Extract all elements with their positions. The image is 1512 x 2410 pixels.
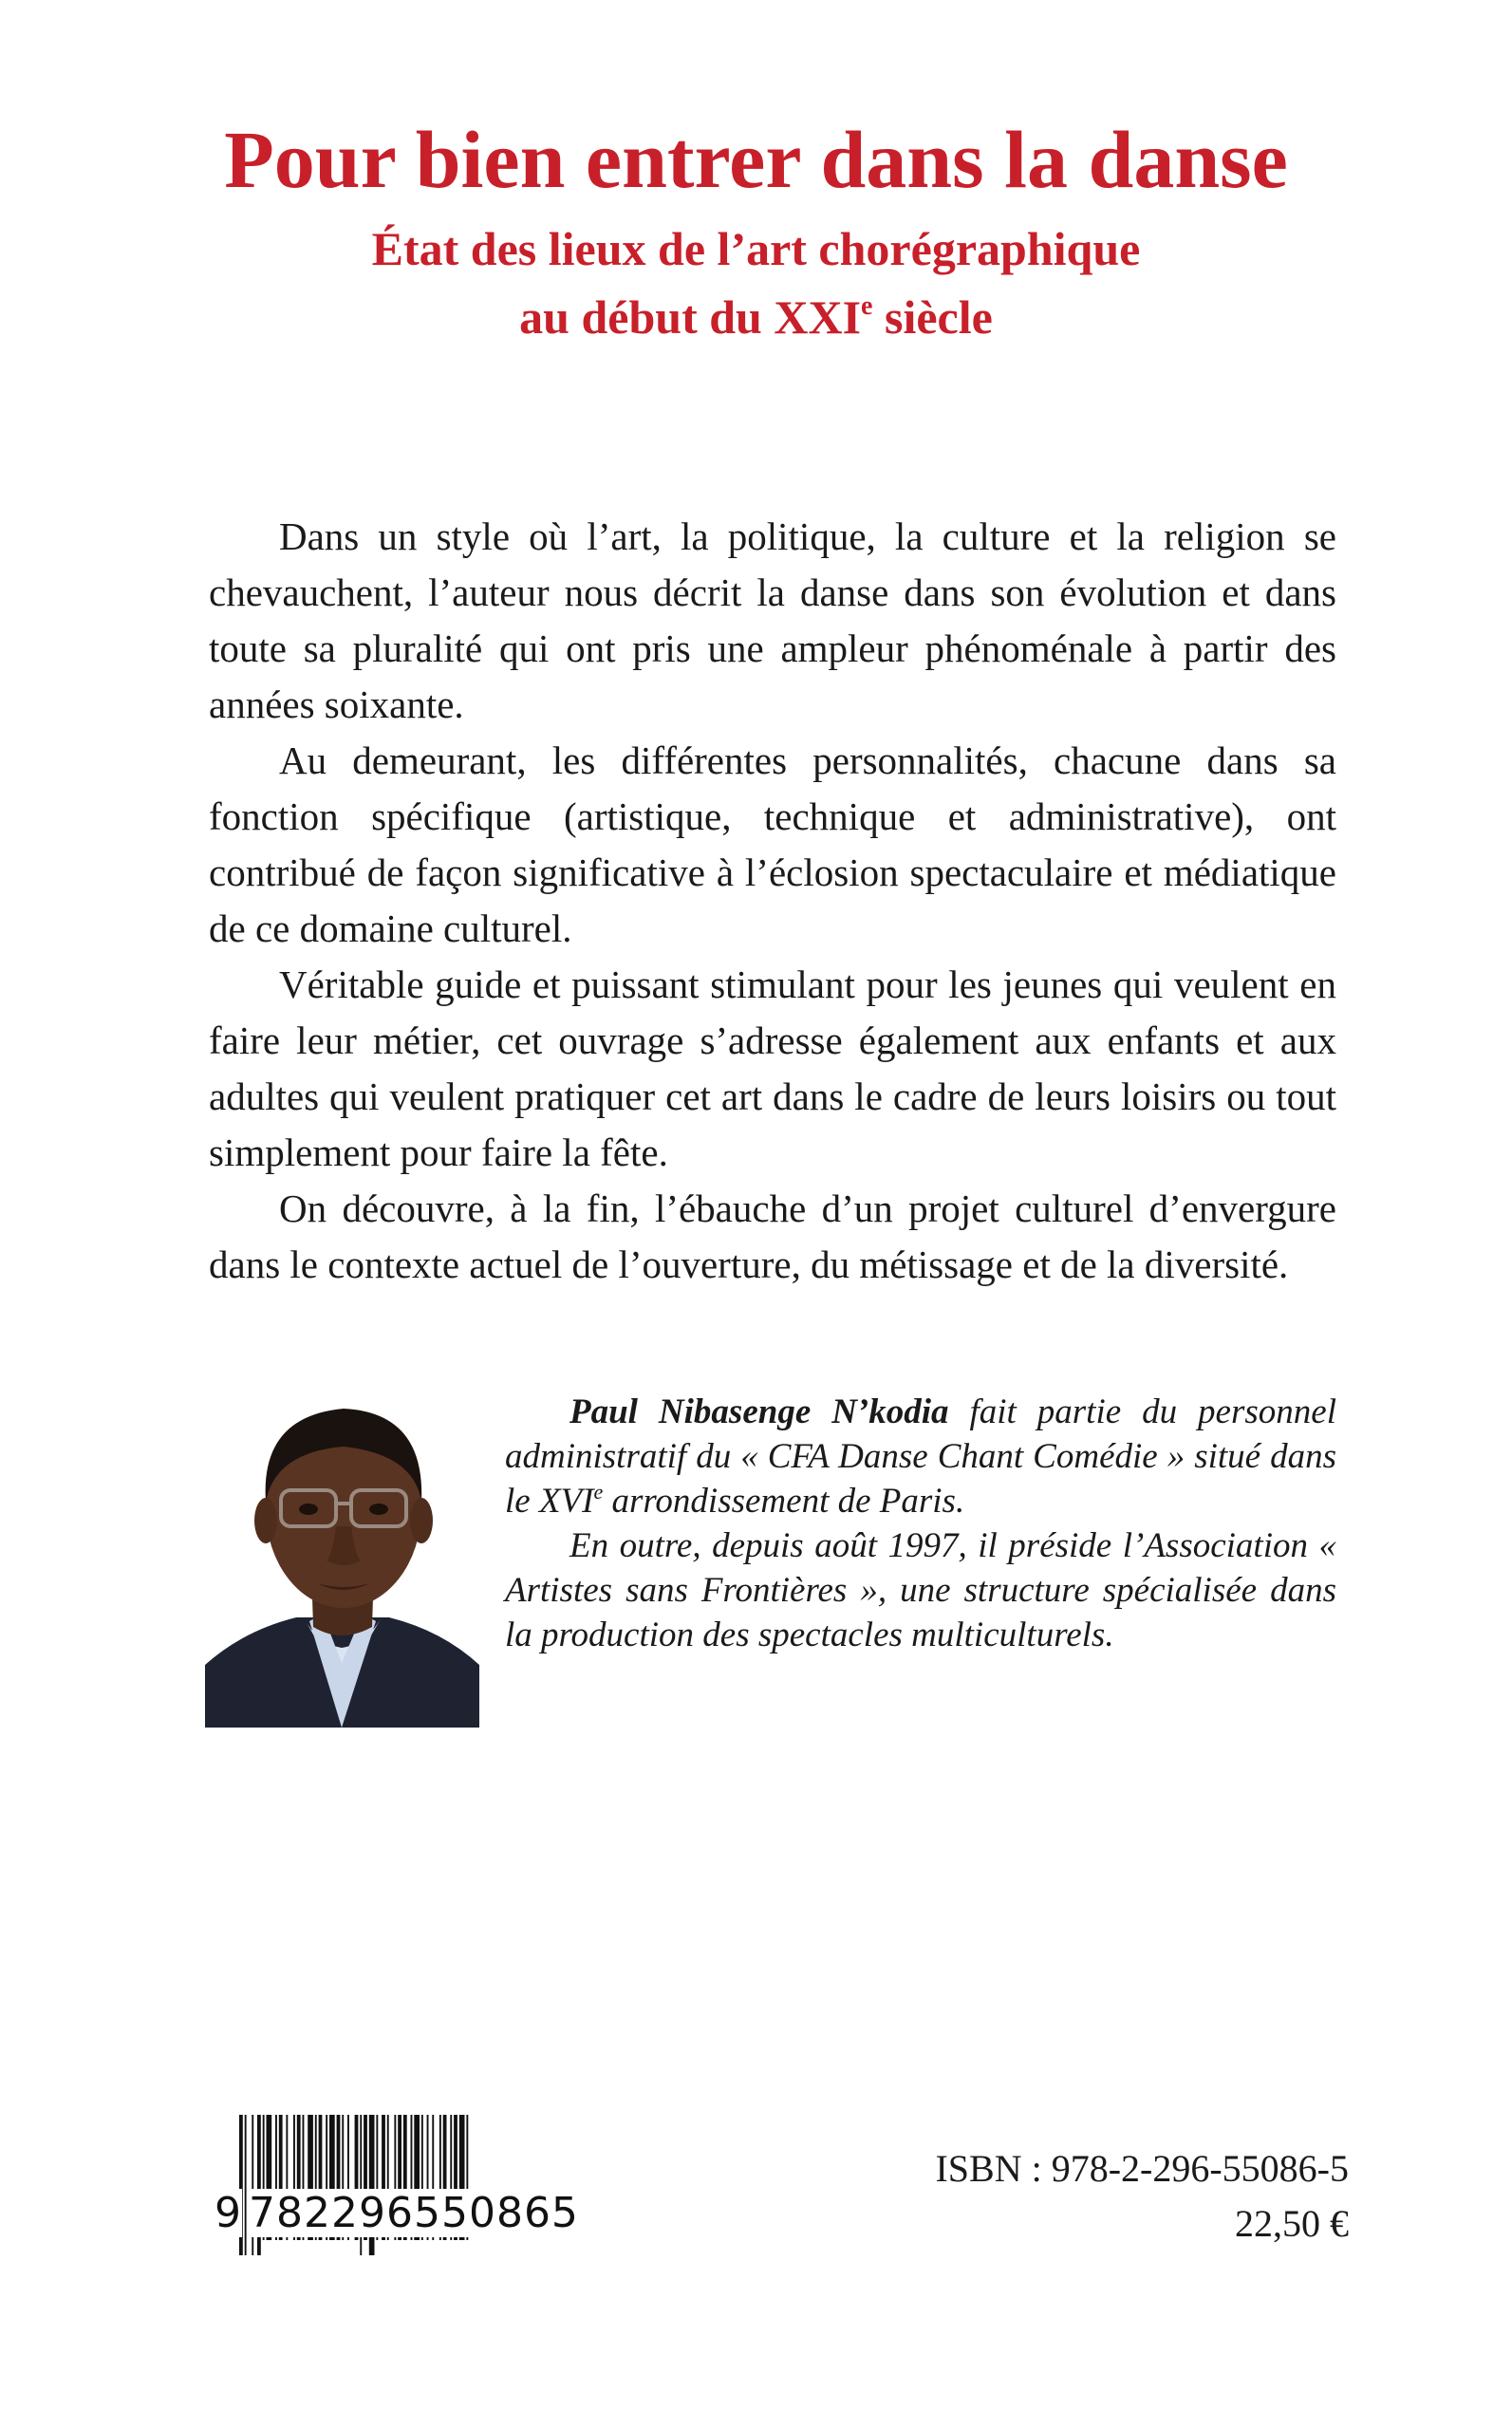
description-paragraph: Dans un style où l’art, la politique, la culture et la religion se chevauchent, l’auteur nous décrit la danse dans son évolution et dans toute sa pluralité qui ont pris une ampleur phénoménale à partir des années soixante. (209, 514, 1336, 726)
subtitle-line-2-end: siècle (872, 290, 993, 344)
author-bio-paragraph-2: En outre, depuis août 1997, il préside l’Association « Artistes sans Frontières », une structure spécialisée dans la production des spectacles multiculturels. (505, 1526, 1336, 1654)
description-paragraph: On découvre, à la fin, l’ébauche d’un projet culturel d’envergure dans le contexte actuel de l’ouverture, du métissage et de la diversité. (209, 1186, 1336, 1286)
price: 22,50 € (1235, 2202, 1349, 2245)
subtitle-line-2 (0, 287, 1512, 347)
author-name: Paul Nibasenge N’kodia (569, 1392, 949, 1431)
description-paragraph: Au demeurant, les différentes personnalités, chacune dans sa fonction spécifique (artistique, technique et administrative), ont contribué de façon significative à l’éclosion spectaculaire et médiatique de ce domaine culturel. (209, 738, 1336, 950)
book-description (209, 509, 1336, 1293)
author-bio-text-1b: arrondissement de Paris. (603, 1482, 965, 1521)
barcode-digits: 782296550865 (249, 2189, 579, 2237)
subtitle-superscript: e (861, 291, 873, 321)
description-paragraph: Véritable guide et puissant stimulant pour les jeunes qui veulent en faire leur métier, cet ouvrage s’adresse également aux enfants et aux adultes qui veulent pratiquer cet art dans le cadre de leurs loisirs ou tout simplement pour faire la fête. (209, 962, 1336, 1174)
author-bio (505, 1390, 1336, 1657)
author-photo (205, 1359, 479, 1728)
subtitle-line-2-text: au début du XXI (519, 290, 862, 344)
isbn: ISBN : 978-2-296-55086-5 (935, 2147, 1349, 2190)
subtitle-line-1: État des lieux de l’art chorégraphique (371, 222, 1141, 275)
author-bio-superscript: e (593, 1480, 604, 1504)
author-portrait-illustration (205, 1359, 479, 1728)
book-title: Pour bien entrer dans la danse (224, 114, 1288, 205)
author-bio-text-1a: fait partie du personnel administratif du « CFA Danse Chant Comédie » situé dans le XVI (505, 1392, 1336, 1521)
author-bio-paragraph-1 (505, 1390, 1336, 1523)
barcode-first-digit: 9 (215, 2189, 242, 2237)
barcode-number (215, 2189, 579, 2242)
